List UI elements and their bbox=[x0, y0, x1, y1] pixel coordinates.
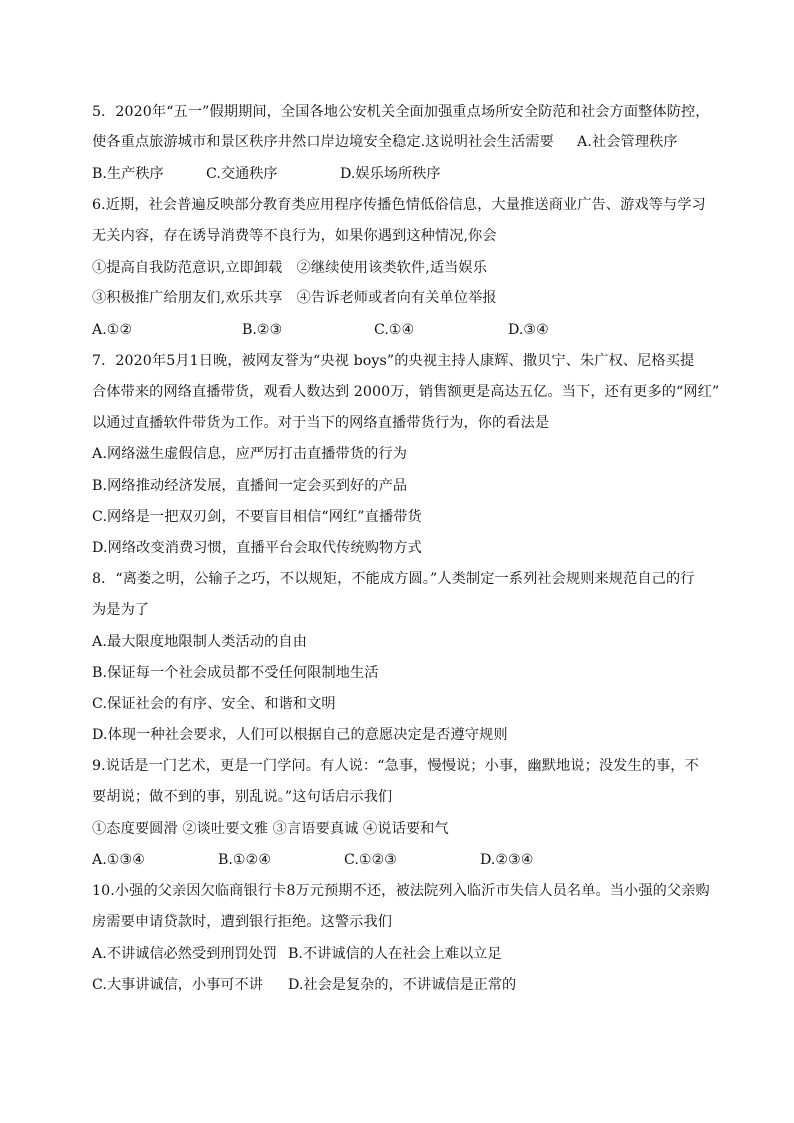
q9-option-d: D.②③④ bbox=[480, 852, 534, 868]
q6-stem-line2: 无关内容，存在诱导消费等不良行为，如果你遇到这种情况,你会 bbox=[92, 228, 497, 244]
q6-option-c: C.①④ bbox=[374, 322, 415, 338]
q6-item-line1: ①提高自我防范意识,立即卸载 ②继续使用该类软件,适当娱乐 bbox=[92, 260, 487, 276]
q9-option-b: B.①②④ bbox=[218, 852, 272, 868]
q5-option-c: C.交通秩序 bbox=[206, 166, 278, 182]
q5-option-d: D.娱乐场所秩序 bbox=[340, 166, 441, 182]
q9-option-a: A.①③④ bbox=[92, 852, 145, 868]
q5-stem-line2 bbox=[92, 132, 678, 152]
q5-stem-line1: 5．2020年“五一”假期期间，全国各地公安机关全面加强重点场所安全防范和社会方面整体防控， bbox=[92, 104, 710, 120]
q8-stem-line2: 为是为了 bbox=[92, 602, 150, 618]
q10-option-b: B.不讲诚信的人在社会上难以立足 bbox=[288, 946, 502, 962]
q8-option-d: D.体现一种社会要求，人们可以根据自己的意愿决定是否遵守规则 bbox=[92, 727, 508, 743]
q10-stem-line1: 10.小强的父亲因欠临商银行卡8万元预期不还，被法院列入临沂市失信人员名单。当小强的父亲购 bbox=[92, 883, 710, 899]
q7-option-c: C.网络是一把双刃剑，不要盲目相信“网红”直播带货 bbox=[92, 509, 422, 525]
q6-option-b: B.②③ bbox=[242, 322, 283, 338]
q8-stem-line1: 8．“离娄之明，公输子之巧，不以规矩，不能成方圆。”人类制定一系列社会规则来规范自己的行 bbox=[92, 571, 695, 587]
q8-option-b: B.保证每一个社会成员都不受任何限制地生活 bbox=[92, 665, 379, 681]
q9-stem-line1: 9.说话是一门艺术，更是一门学问。有人说：“急事，慢慢说；小事，幽默地说；没发生的事，不 bbox=[92, 758, 699, 774]
q7-option-b: B.网络推动经济发展，直播间一定会买到好的产品 bbox=[92, 478, 408, 494]
q9-stem-line2: 要胡说；做不到的事，别乱说。”这句话启示我们 bbox=[92, 789, 393, 805]
q7-option-d: D.网络改变消费习惯，直播平台会取代传统购物方式 bbox=[92, 540, 422, 556]
q10-option-a: A.不讲诚信必然受到刑罚处罚 bbox=[92, 946, 278, 962]
q8-option-c: C.保证社会的有序、安全、和谐和文明 bbox=[92, 696, 336, 712]
q9-items: ①态度要圆滑 ②谈吐要文雅 ③言语要真诚 ④说话要和气 bbox=[92, 821, 449, 837]
q6-stem-line1: 6.近期，社会普遍反映部分教育类应用程序传播色情低俗信息，大量推送商业广告、游戏等与学习 bbox=[92, 197, 706, 213]
q9-option-c: C.①②③ bbox=[344, 852, 398, 868]
q8-option-a: A.最大限度地限制人类活动的自由 bbox=[92, 634, 307, 650]
q5-option-a: A.社会管理秩序 bbox=[577, 134, 678, 150]
q7-stem-line2: 合体带来的网络直播带货，观看人数达到 2000万，销售额更是高达五亿。当下，还有更多的“网红” bbox=[92, 384, 720, 400]
q7-option-a: A.网络滋生虚假信息，应严厉打击直播带货的行为 bbox=[92, 446, 407, 462]
q6-item-line2: ③积极推广给朋友们,欢乐共享 ④告诉老师或者向有关单位举报 bbox=[92, 290, 497, 306]
q7-stem-line1: 7．2020年5月1日晚，被网友誉为“央视 boys”的央视主持人康辉、撒贝宁、朱广权、尼格买提 bbox=[92, 353, 695, 369]
q7-stem-line3: 以通过直播软件带货为工作。对于当下的网络直播带货行为，你的看法是 bbox=[92, 415, 550, 431]
q5-stem-text: 使各重点旅游城市和景区秩序井然口岸边境安全稳定.这说明社会生活需要 bbox=[92, 134, 554, 150]
q6-option-a: A.①② bbox=[92, 322, 133, 338]
q5-option-b: B.生产秩序 bbox=[92, 166, 164, 182]
q6-option-d: D.③④ bbox=[508, 322, 549, 338]
q10-option-d: D.社会是复杂的，不讲诚信是正常的 bbox=[288, 977, 517, 993]
q10-option-c: C.大事讲诚信，小事可不讲 bbox=[92, 977, 263, 993]
q10-stem-line2: 房需要申请贷款时，遭到银行拒绝。这警示我们 bbox=[92, 914, 393, 930]
